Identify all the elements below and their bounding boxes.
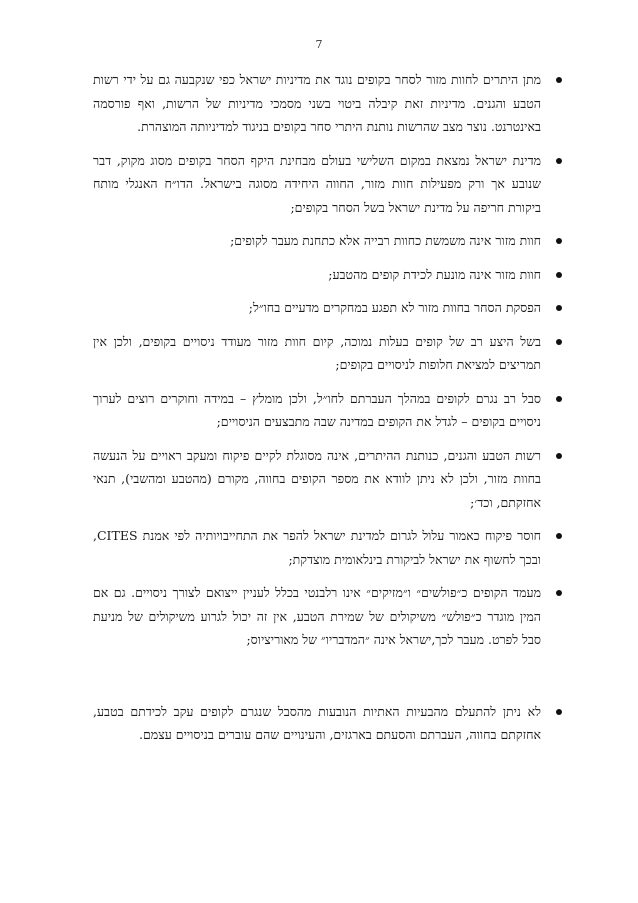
list-item	[93, 700, 562, 747]
bullet-dot-icon	[556, 272, 562, 278]
list-item	[93, 149, 562, 220]
bullet-dot-icon	[556, 396, 562, 402]
list-item	[93, 263, 562, 287]
list-item	[93, 581, 562, 652]
bullet-text: לא ניתן להתעלם מהבעיות האתיות הנובעות מהסבל שנגרם לקופים עקב לכידתם בטבע, אחזקתם בחווה, העברתם והסעתם בארגזים, והעינויים שהם עוברים בניסויים עצמם.	[93, 703, 541, 742]
bullet-dot-icon	[556, 709, 562, 715]
list-item	[93, 296, 562, 320]
bullet-list	[93, 68, 562, 757]
bullet-dot-icon	[556, 533, 562, 539]
bullet-dot-icon	[556, 77, 562, 83]
bullet-text: מדינת ישראל נמצאת במקום השלישי בעולם מבחינת היקף הסחר בקופים מסוג מקוק, דבר שנובע אך ורק מפעילות חוות מזור, החווה היחידה מסוגה בישראל. הדו״ח האנגלי מותח ביקורת חריפה על מדינת ישראל בשל הסחר בקופים;	[93, 152, 541, 215]
bullet-text: חוות מזור אינה משמשת כחוות רבייה אלא כתחנת מעבר לקופים;	[230, 233, 541, 248]
bullet-text: חוות מזור אינה מונעת לכידת קופים מהטבע;	[328, 266, 541, 282]
bullet-dot-icon	[556, 590, 562, 596]
list-item	[93, 68, 562, 139]
page-number: 7	[315, 38, 323, 51]
bullet-text: הפסקת הסחר בחוות מזור לא תפגע במחקרים מדעיים בחו״ל;	[248, 300, 541, 315]
list-item	[93, 387, 562, 434]
bullet-text: חוסר פיקוח כאמור עלול לגרום למדינת ישראל להפר את התחייבויותיה לפי אמנת CITES, ובכך לחשוף את ישראל לביקורת בינלאומית מוצדקת;	[93, 528, 541, 567]
bullet-dot-icon	[556, 339, 562, 345]
bullet-text: סבל רב נגרם לקופים במהלך העברתם לחו״ל, ולכן מומלץ – במידה וחוקרים רוצים לערוך ניסויים בקופים – לגדל את הקופים במדינה שבה מתבצעים הניסויים;	[93, 390, 541, 429]
list-item	[93, 524, 562, 571]
bullet-text: רשות הטבע והגנים, כנותנת ההיתרים, אינה מסוגלת לקיים פיקוח ומעקב ראויים על הנעשה בחוות מזור, ולכן לא ניתן לוודא את מספר הקופים בחווה, מקורם (מהטבע ומהשבי), תנאי אחזקתם, וכד׳;	[93, 447, 541, 510]
list-item	[93, 444, 562, 515]
bullet-dot-icon	[556, 158, 562, 164]
bullet-text: מעמד הקופים כ״פולשים״ ו״מזיקים״ אינו רלבנטי בכלל לעניין ייצואם לצורך ניסויים. גם אם המין מוגדר כ״פולש״ משיקולים של שמירת הטבע, אין זה יכול לגרוע משיקולים של מניעת סבל לפרט. מעבר לכך,ישראל אינה ״המדבריו״ של מאוריציוס;	[93, 585, 541, 647]
bullet-dot-icon	[556, 238, 562, 244]
list-item	[93, 330, 562, 377]
bullet-text: מתן היתרים לחוות מזור לסחר בקופים נוגד את מדיניות ישראל כפי שנקבעה גם על ידי רשות הטבע והגנים. מדיניות זאת קיבלה ביטוי בשני מסמכי מדיניות של הרשות, ואף פורסמה באינטרנט. נוצר מצב שהרשות נותנת היתרי סחר בקופים בניגוד למדיניותה המוצהרת.	[93, 72, 541, 134]
bullet-dot-icon	[556, 453, 562, 459]
bullet-text: בשל היצע רב של קופים בעלות נמוכה, קיום חוות מזור מעודד ניסויים בקופים, ולכן אין תמריצים למציאת חלופות לניסויים בקופים;	[93, 333, 541, 372]
bullet-dot-icon	[556, 305, 562, 311]
list-item	[93, 229, 562, 253]
